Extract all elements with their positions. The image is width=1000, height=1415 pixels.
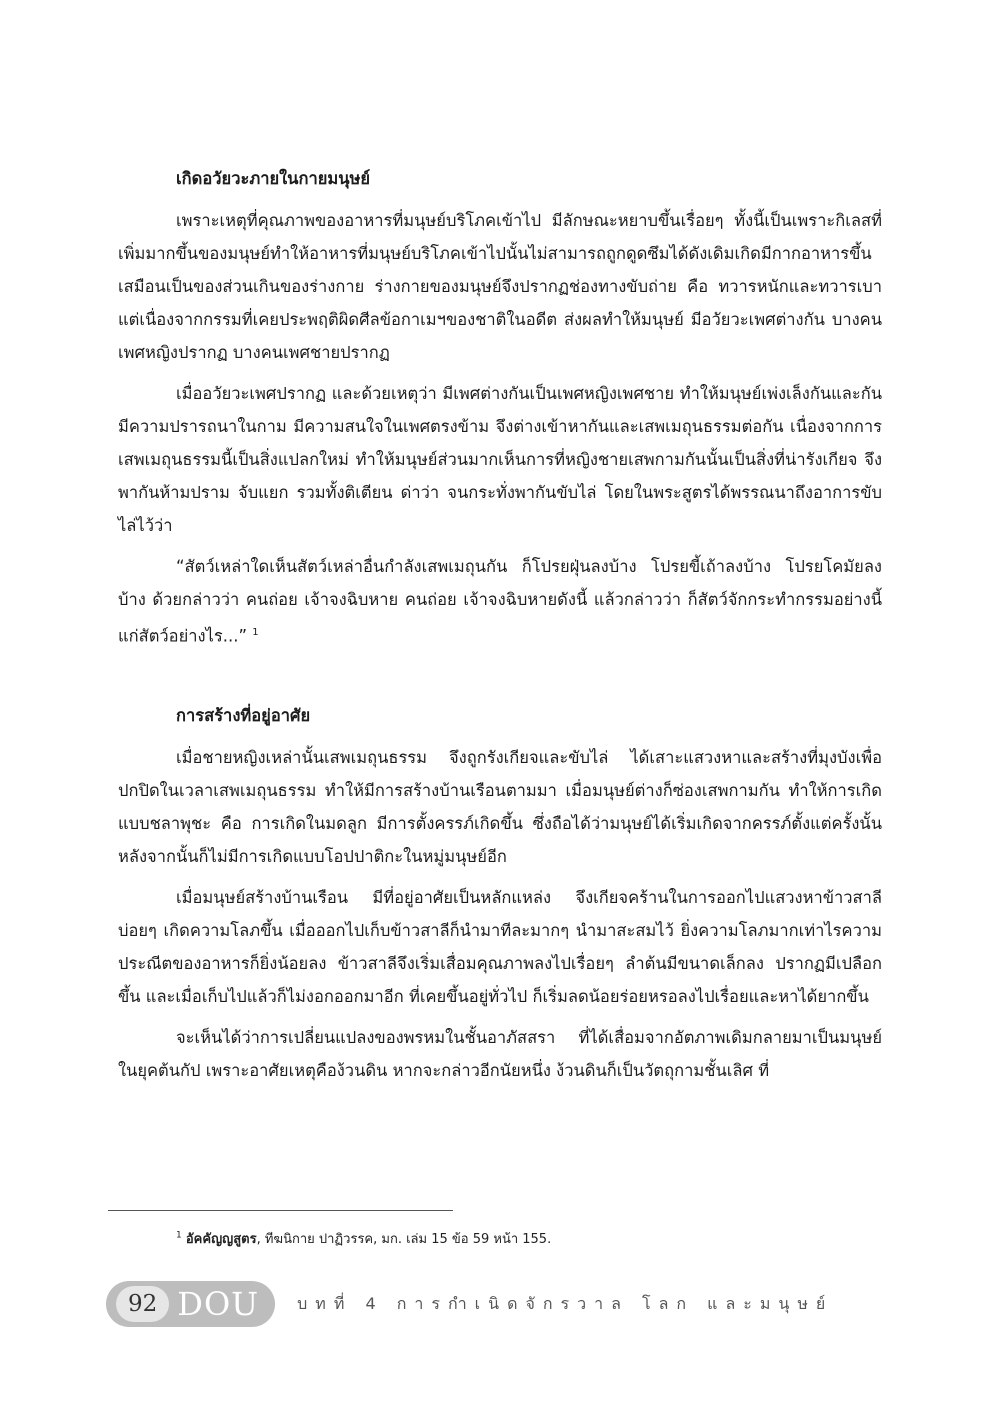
paragraph: เมื่อชายหญิงเหล่านั้นเสพเมถุนธรรม จึงถูกรังเกียจและขับไล่ ได้เสาะแสวงหาและสร้างที่มุงบังเพื่อปกปิดในเวลาเสพเมถุนธรรม ทำให้มีการสร้างบ้านเรือนตามมา เมื่อมนุษย์ต่างก็ซ่องเสพกามกัน ทำให้การเกิดแบบชลาพุชะ คือ การเกิดในมดลูก มีการตั้งครรภ์เกิดขึ้น ซึ่งถือได้ว่ามนุษย์ได้เริ่มเกิดจากครรภ์ตั้งแต่ครั้งนั้น หลังจากนั้นก็ไม่มีการเกิดแบบโอปปาติกะในหมู่มนุษย์อีก <box>118 747 882 866</box>
footnote-divider <box>108 1210 453 1211</box>
paragraph: เมื่ออวัยวะเพศปรากฏ และด้วยเหตุว่า มีเพศต่างกันเป็นเพศหญิงเพศชาย ทำให้มนุษย์เพ่งเล็งกันและกัน มีความปรารถนาในกาม มีความสนใจในเพศตรงข้าม จึงต่างเข้าหากันและเสพเมถุนธรรมต่อกัน เนื่องจากการเสพเมถุนธรรมนี้เป็นสิ่งแปลกใหม่ ทำให้มนุษย์ส่วนมากเห็นการที่หญิงชายเสพกามกันนั้นเป็นสิ่งที่น่ารังเกียจ จึงพากันห้ามปราม จับแยก รวมทั้งติเตียน ด่าว่า จนกระทั่งพากันขับไล่ โดยในพระสูตรได้พรรณนาถึงอาการขับไล่ไว้ว่า <box>118 384 882 535</box>
page-body <box>118 164 882 1095</box>
paragraph: จะเห็นได้ว่าการเปลี่ยนแปลงของพรหมในชั้นอาภัสสรา ที่ได้เสื่อมจากอัตภาพเดิมกลายมาเป็นมนุษย์ในยุคต้นกัป เพราะอาศัยเหตุคือง้วนดิน หากจะกล่าวอีกนัยหนึ่ง ง้วนดินก็เป็นวัตถุกามชั้นเลิศ ที่ <box>118 1027 882 1080</box>
quote-paragraph <box>118 550 882 653</box>
page-number: 92 <box>116 1286 169 1322</box>
section-heading-dwellings: การสร้างที่อยู่อาศัย <box>176 705 311 725</box>
paragraph: เมื่อมนุษย์สร้างบ้านเรือน มีที่อยู่อาศัยเป็นหลักแหล่ง จึงเกียจคร้านในการออกไปแสวงหาข้าวสาลีบ่อยๆ เกิดความโลภขึ้น เมื่อออกไปเก็บข้าวสาลีก็นำมาทีละมากๆ นำมาสะสมไว้ ยิ่งความโลภมากเท่าไรความประณีตของอาหารก็ยิ่งน้อยลง ข้าวสาลีจึงเริ่มเสื่อมคุณภาพลงไปเรื่อยๆ ลำต้นมีขนาดเล็กลง ปรากฏมีเปลือกขึ้น และเมื่อเก็บไปแล้วก็ไม่งอกออกมาอีก ที่เคยขึ้นอยู่ทั่วไป ก็เริ่มลดน้อยร่อยหรอลงไปเรื่อยและหาได้ยากขึ้น <box>118 887 882 1006</box>
chapter-title: บทที่ 4 การกำเนิดจักรวาล โลก และมนุษย์ <box>297 1293 834 1313</box>
footnote-ref: 1 <box>252 627 259 638</box>
footnote <box>176 1228 551 1249</box>
dou-badge <box>106 1281 275 1327</box>
paragraph: เพราะเหตุที่คุณภาพของอาหารที่มนุษย์บริโภคเข้าไป มีลักษณะหยาบขึ้นเรื่อยๆ ทั้งนี้เป็นเพราะกิเลสที่เพิ่มมากขึ้นของมนุษย์ทำให้อาหารที่มนุษย์บริโภคเข้าไปนั้นไม่สามารถถูกดูดซึมได้ดังเดิมเกิดมีกากอาหารขึ้นเสมือนเป็นของส่วนเกินของร่างกาย ร่างกายของมนุษย์จึงปรากฏช่องทางขับถ่าย คือ ทวารหนักและทวารเบา แต่เนื่องจากกรรมที่เคยประพฤติผิดศีลข้อกาเมฯของชาติในอดีต ส่งผลทำให้มนุษย์ มีอวัยวะเพศต่างกัน บางคนเพศหญิงปรากฏ บางคนเพศชายปรากฏ <box>118 211 882 362</box>
footnote-title: อัคคัญญสูตร <box>185 1232 257 1247</box>
footnote-text: , ทีฆนิกาย ปาฏิวรรค, มก. เล่ม 15 ข้อ 59 หน้า 155. <box>256 1232 552 1247</box>
footnote-number: 1 <box>176 1230 182 1241</box>
quote-text: “สัตว์เหล่าใดเห็นสัตว์เหล่าอื่นกำลังเสพเมถุนกัน ก็โปรยฝุ่นลงบ้าง โปรยขี้เถ้าลงบ้าง โปรยโคมัยลงบ้าง ด้วยกล่าวว่า คนถ่อย เจ้าจงฉิบหาย คนถ่อย เจ้าจงฉิบหายดังนี้ แล้วกล่าวว่า ก็สัตว์จักกระทำกรรมอย่างนี้แก่สัตว์อย่างไร...” <box>118 557 882 646</box>
brand-logo: DOU <box>177 1285 260 1323</box>
section-heading-organs: เกิดอวัยวะภายในกายมนุษย์ <box>176 169 371 188</box>
page-footer <box>106 1279 833 1329</box>
